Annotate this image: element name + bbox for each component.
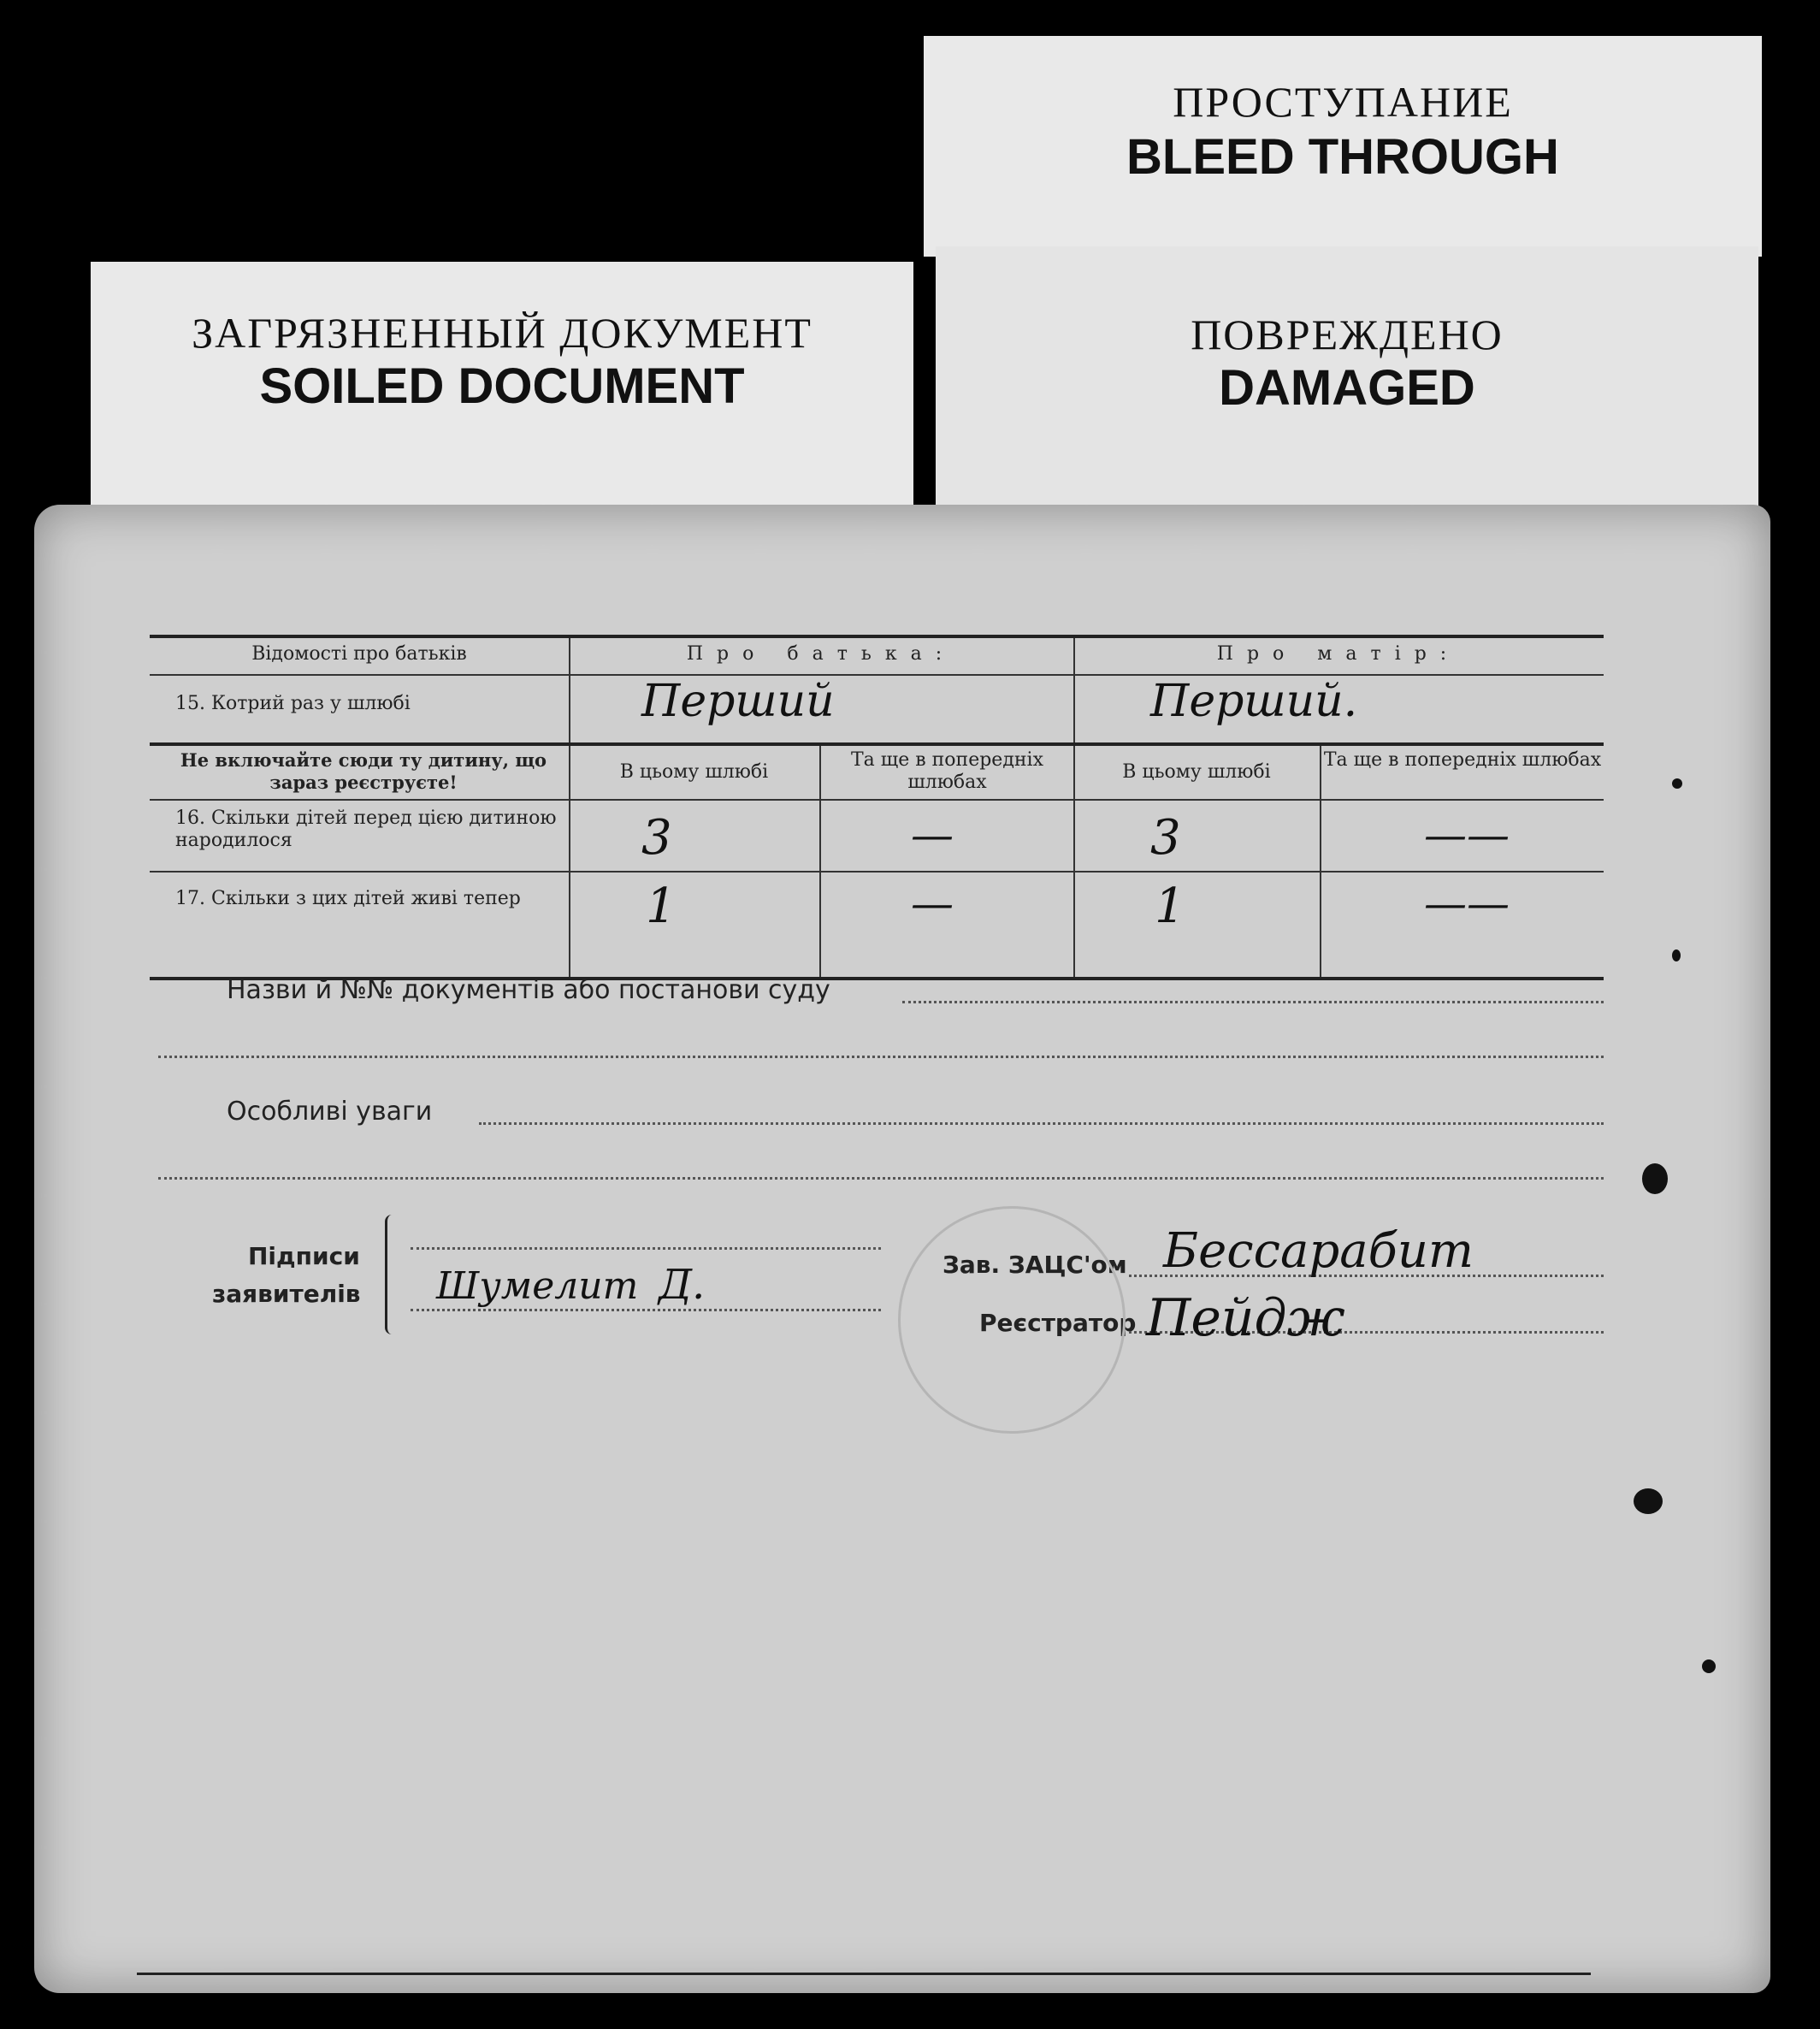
damaged-card [936, 246, 1758, 508]
damaged-ru: ПОВРЕЖДЕНО [1191, 311, 1504, 358]
row17-father-this: 1 [646, 878, 677, 934]
subheader-note: Не включайте сюди ту дитину, що зараз реєструєте! [180, 749, 547, 793]
subheader-father-this: В цьому шлюбі [619, 761, 769, 783]
registrar-signature: Пейдж [1146, 1288, 1345, 1348]
applicant-mark: Д. [659, 1261, 706, 1309]
signature-line-2 [411, 1309, 881, 1311]
row15-label: 15. Котрий раз у шлюбі [175, 693, 411, 714]
header-father: Про батька: [686, 643, 956, 665]
bleed-through-card [924, 36, 1762, 257]
header-parents-info: Відомості про батьків [251, 643, 467, 665]
row16-father-this: 3 [641, 810, 672, 866]
notes-line-2 [158, 1177, 1604, 1180]
row15-father-value: Перший [641, 676, 835, 727]
row17-father-previous: — [911, 878, 954, 928]
ink-stain [1702, 1659, 1716, 1673]
zags-head-signature: Бессарабит [1163, 1223, 1474, 1279]
bleed-through-en: BLEED THROUGH [1126, 129, 1559, 185]
ink-stain [1634, 1488, 1663, 1514]
applicant-signature: Шумелит [436, 1264, 639, 1308]
ink-stain [1642, 1163, 1668, 1194]
ink-stain [1672, 778, 1682, 789]
row16-mother-previous: —— [1424, 810, 1510, 860]
row16-father-previous: — [911, 810, 954, 860]
row17-mother-this: 1 [1155, 878, 1185, 934]
official-stamp [898, 1206, 1126, 1434]
zags-head-label: Зав. ЗАЦС'ом [942, 1251, 1127, 1279]
documents-line-2 [158, 1056, 1604, 1058]
bleed-through-ru: ПРОСТУПАНИЕ [1173, 78, 1513, 126]
row16-label: 16. Скільки дітей перед цією дитиною народилося [175, 807, 557, 851]
row17-mother-previous: —— [1424, 878, 1510, 928]
documents-line-1 [902, 1001, 1604, 1003]
subheader-mother-previous: Та ще в попередніх шлюбах [1323, 749, 1602, 771]
soiled-document-en: SOILED DOCUMENT [259, 358, 745, 414]
signature-brace [385, 1215, 399, 1334]
row16-mother-this: 3 [1150, 810, 1181, 866]
row17-label: 17. Скільки з цих дітей живі тепер [175, 888, 521, 909]
header-mother: Про матір: [1216, 643, 1461, 665]
row15-mother-value: Перший. [1150, 676, 1358, 727]
subheader-father-previous: Та ще в попередніх шлюбах [851, 749, 1043, 793]
damaged-en: DAMAGED [1219, 360, 1475, 416]
soiled-document-ru: ЗАГРЯЗНЕННЫЙ ДОКУМЕНТ [192, 309, 812, 357]
bottom-rule [137, 1973, 1591, 1975]
documents-label: Назви й №№ документів або постанови суду [227, 975, 830, 1005]
ink-stain [1672, 949, 1681, 961]
notes-line-1 [479, 1122, 1604, 1125]
soiled-document-card [91, 262, 913, 518]
document-paper [34, 505, 1770, 1993]
signatures-label-1: Підписи [248, 1242, 360, 1270]
signature-line-1 [411, 1247, 881, 1250]
subheader-mother-this: В цьому шлюбі [1122, 761, 1271, 783]
registrar-label: Реєстратор [979, 1309, 1137, 1337]
notes-label: Особливі уваги [227, 1097, 433, 1127]
signatures-label-2: заявителів [212, 1280, 361, 1308]
